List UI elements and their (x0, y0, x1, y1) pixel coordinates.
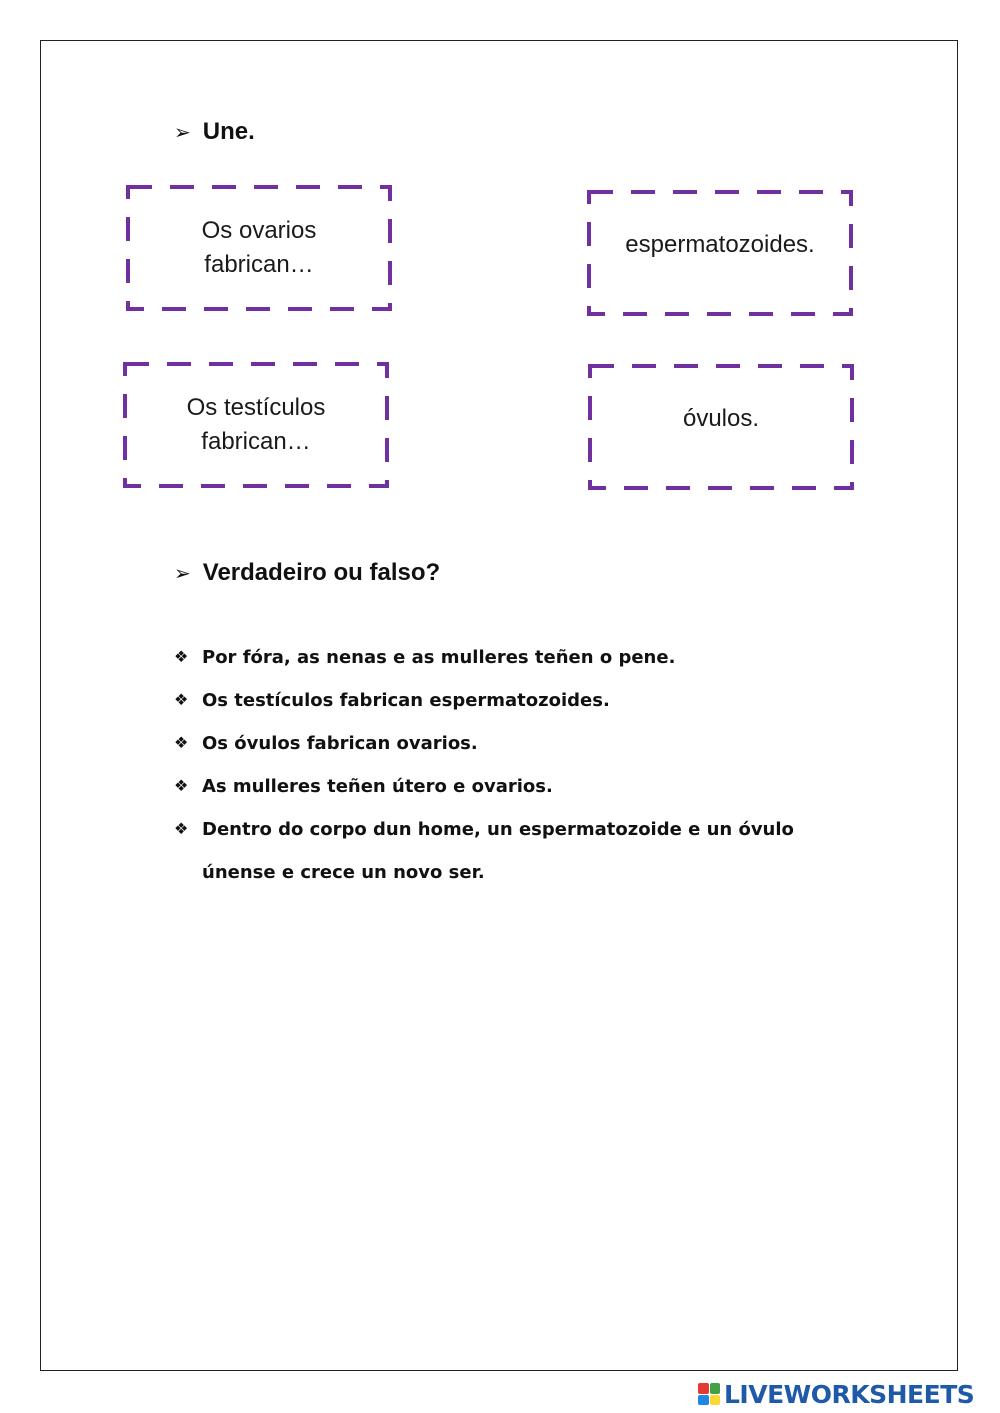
tf-statement-5[interactable] (174, 808, 874, 851)
statement-text: Por fóra, as nenas e as mulleres teñen o pene. (202, 647, 676, 668)
arrow-bullet-icon: ➢ (174, 121, 191, 144)
diamond-bullet-icon: ❖ (174, 821, 189, 838)
diamond-bullet-icon: ❖ (174, 649, 189, 666)
statement-text: Os testículos fabrican espermatozoides. (202, 690, 610, 711)
diamond-bullet-icon: ❖ (174, 692, 189, 709)
une-heading (174, 118, 255, 146)
statement-text: únense e crece un novo ser. (202, 862, 485, 883)
logo-wordmark: LIVEWORKSHEETS (724, 1379, 975, 1409)
tf-statement-3[interactable] (174, 722, 874, 765)
diamond-bullet-icon: ❖ (174, 735, 189, 752)
tf-statement-1[interactable] (174, 636, 874, 679)
tf-statement-2[interactable] (174, 679, 874, 722)
match-box-testiculos[interactable] (123, 362, 389, 488)
statement-text: As mulleres teñen útero e ovarios. (202, 776, 553, 797)
true-false-list (174, 636, 874, 894)
match-box-ovarios[interactable] (126, 185, 392, 311)
tf-heading (174, 559, 440, 587)
arrow-bullet-icon: ➢ (174, 562, 191, 585)
tf-title: Verdadeiro ou falso? (202, 559, 441, 586)
match-box-text: Os testículos fabrican… (186, 394, 326, 455)
match-box-text: espermatozoides. (625, 231, 815, 258)
diamond-bullet-icon: ❖ (174, 778, 189, 795)
tf-statement-5-continued (174, 851, 874, 894)
match-box-espermatozoides[interactable] (587, 190, 853, 316)
statement-text: Dentro do corpo dun home, un espermatozoide e un óvulo (202, 819, 794, 840)
match-box-text: Os ovarios fabrican… (201, 217, 317, 278)
liveworksheets-logo (698, 1379, 974, 1409)
statement-text: Os óvulos fabrican ovarios. (202, 733, 478, 754)
une-title: Une. (202, 118, 255, 145)
match-box-ovulos[interactable] (588, 364, 854, 490)
match-box-text: óvulos. (682, 405, 760, 432)
logo-badge-icon (698, 1383, 720, 1405)
tf-statement-4[interactable] (174, 765, 874, 808)
